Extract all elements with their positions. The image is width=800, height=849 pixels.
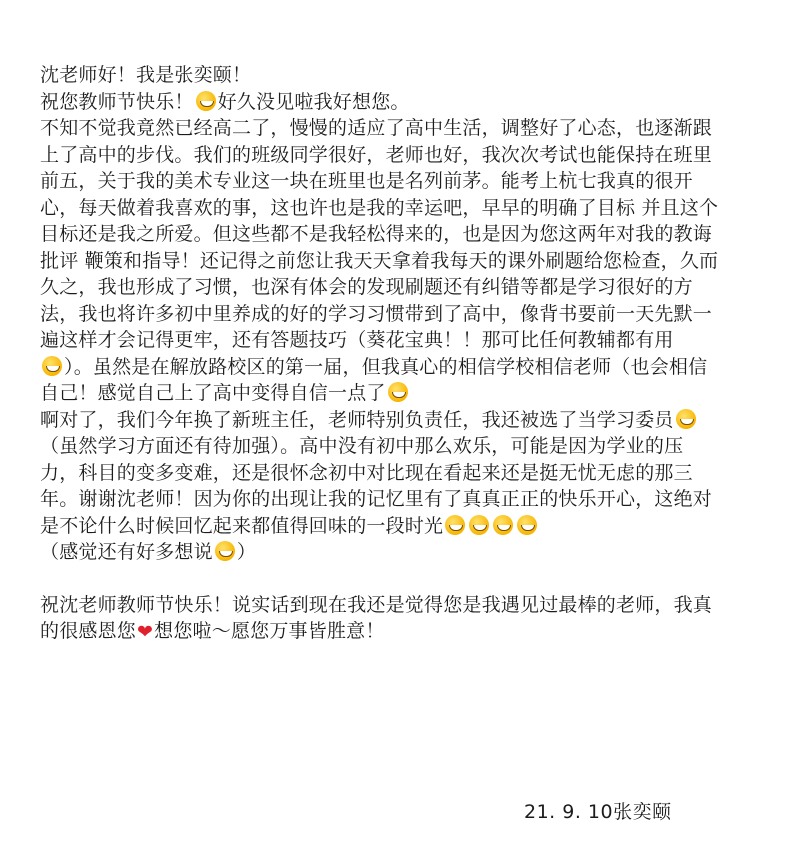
body-line: 自己！感觉自己上了高中变得自信一点了: [40, 380, 760, 407]
greeting: 沈老师好！我是张奕颐！: [40, 64, 252, 86]
thinking-emoji-icon: [388, 382, 408, 402]
wish-line: 祝您教师节快乐！ 好久没见啦我好想您。: [40, 90, 410, 113]
closing-line: 祝沈老师教师节快乐！说实话到现在我还是觉得您是我遇见过最棒的老师，我真: [40, 593, 713, 616]
body-line: 啊对了，我们今年换了新班主任，老师特别负责任，我还被选了当学习委员: [40, 407, 760, 434]
letter-body: [40, 62, 760, 646]
body-line: 力，科目的变多变难，还是很怀念初中对比现在看起来还是挺无忧无虑的那三: [40, 461, 693, 484]
body-line: （感觉还有好多想说 ）: [40, 541, 257, 563]
body-line: 目标还是我之所爱。但这些都不是我轻松得来的，也是因为您这两年对我的教诲: [40, 223, 713, 245]
grin-emoji-icon: [445, 515, 465, 535]
laughing-emoji-icon: [42, 356, 62, 376]
grin-emoji-icon: [196, 91, 216, 111]
grin-emoji-icon: [517, 515, 537, 535]
body-line: 遍这样才会记得更牢，还有答题技巧（葵花宝典！！那可比任何教辅都有用: [40, 329, 674, 351]
closing-line: 的很感恩您❤想您啦～愿您万事皆胜意！: [40, 618, 760, 646]
body-line: 批评 鞭策和指导！还记得之前您让我天天拿着我每天的课外刷题给您检查，久而: [40, 249, 719, 272]
body-line: （虽然学习方面还有待加强）。高中没有初中那么欢乐，可能是因为学业的压: [40, 435, 684, 457]
body-line: 前五，关于我的美术专业这一块在班里也是名列前茅。能考上杭七我真的很开: [40, 170, 693, 192]
body-line: 年。谢谢沈老师！因为你的出现让我的记忆里有了真真正正的快乐开心，这绝对: [40, 488, 713, 510]
body-line: 久之，我也形成了习惯，也深有体会的发现刷题还有纠错等都是学习很好的方: [40, 276, 693, 298]
grin-emoji-icon: [469, 515, 489, 535]
signature-date: 21. 9. 10张奕颐: [524, 801, 672, 823]
heart-icon: ❤: [137, 621, 154, 643]
body-line: ）。虽然是在解放路校区的第一届，但我真心的相信学校相信老师（也会相信: [40, 354, 760, 381]
body-line: 不知不觉我竟然已经高二了，慢慢的适应了高中生活，调整好了心态，也逐渐跟: [40, 117, 713, 139]
grin-emoji-icon: [493, 515, 513, 535]
rofl-emoji-icon: [215, 541, 235, 561]
body-line: 上了高中的步伐。我们的班级同学很好，老师也好，我次次考试也能保持在班里: [40, 143, 713, 166]
body-line: 是不论什么时候回忆起来都值得回味的一段时光: [40, 513, 760, 540]
paragraph-gap: [40, 566, 760, 592]
body-line: 心，每天做着我喜欢的事，这也许也是我的幸运吧，早早的明确了目标 并且这个: [40, 196, 719, 219]
body-line: 法，我也将许多初中里养成的好的学习习惯带到了高中，像背书要前一天先默一: [40, 302, 713, 325]
tears-of-joy-emoji-icon: [676, 409, 696, 429]
